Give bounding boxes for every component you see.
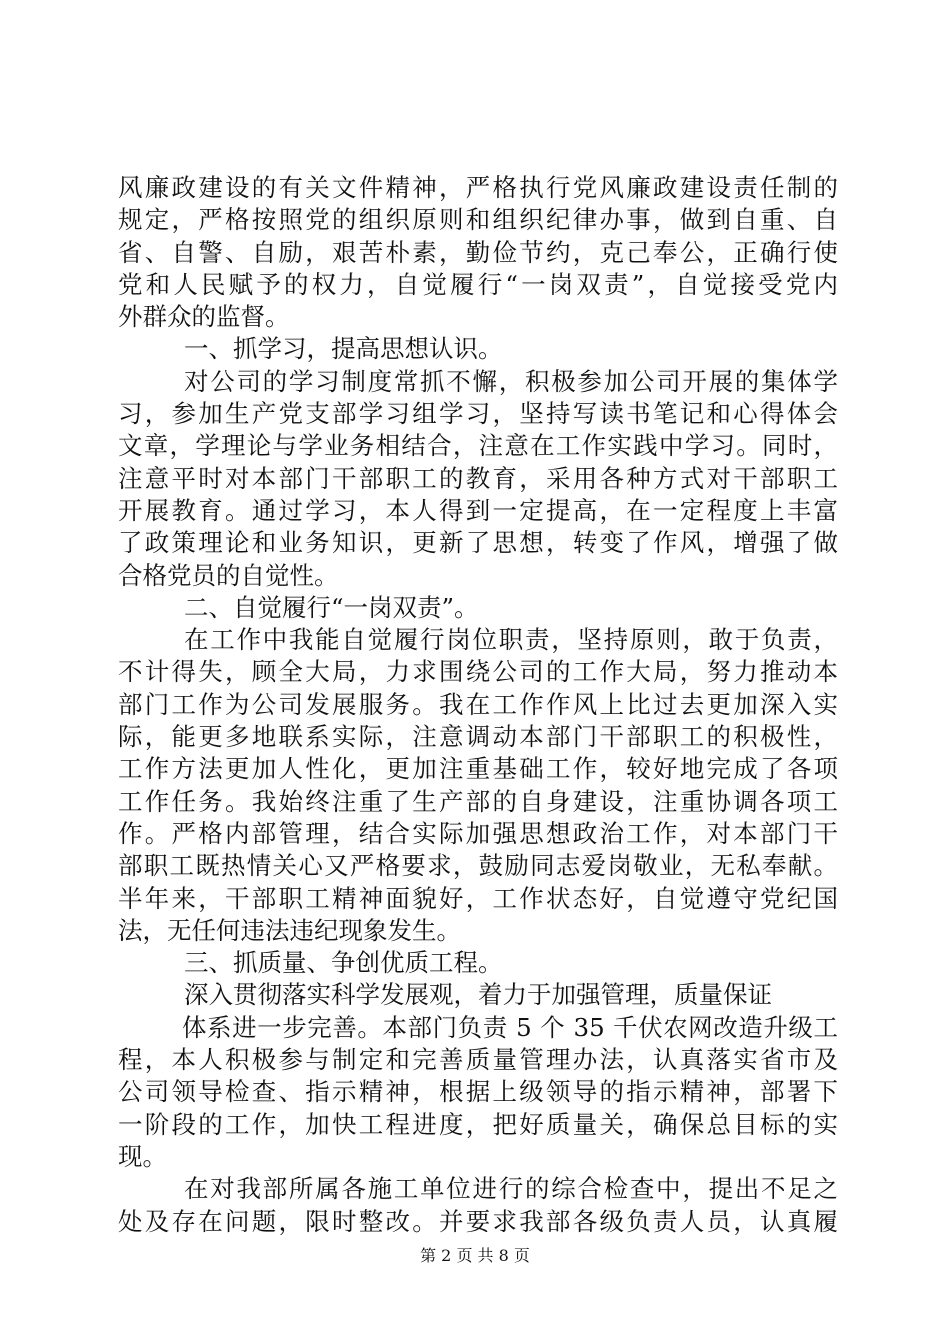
text-line: 风廉政建设的有关文件精神，严格执行党风廉政建设责任制的 <box>118 173 838 202</box>
text-line: 开展教育。通过学习，本人得到一定提高，在一定程度上丰富 <box>118 495 838 525</box>
text-line: 程，本人积极参与制定和完善质量管理办法，认真落实省市及 <box>118 1045 838 1075</box>
text-line: 对公司的学习制度常抓不懈，积极参加公司开展的集体学 <box>184 366 838 396</box>
text-line: 公司领导检查、指示精神，根据上级领导的指示精神，部署下 <box>118 1077 838 1107</box>
text-line: 注意平时对本部门干部职工的教育，采用各种方式对干部职工 <box>118 463 838 493</box>
text-line: 在工作中我能自觉履行岗位职责，坚持原则，敢于负责， <box>184 625 838 655</box>
text-line: 半年来，干部职工精神面貌好，工作状态好，自觉遵守党纪国 <box>118 883 838 913</box>
text-line: 习，参加生产党支部学习组学习，坚持写读书笔记和心得体会 <box>118 399 838 429</box>
text-line: 了政策理论和业务知识，更新了思想，转变了作风，增强了做 <box>118 528 838 558</box>
text-line: 深入贯彻落实科学发展观，着力于加强管理，质量保证 <box>184 980 772 1010</box>
text-line: 规定，严格按照党的组织原则和组织纪律办事，做到自重、自 <box>118 205 838 235</box>
text-line: 法，无任何违法违纪现象发生。 <box>118 915 461 945</box>
text-line: 现。 <box>118 1141 167 1171</box>
page-footer: 第 2 页 共 8 页 <box>420 1246 530 1265</box>
text-line: 在对我部所属各施工单位进行的综合检查中，提出不足之 <box>184 1174 838 1204</box>
text-line: 省、自警、自励，艰苦朴素，勤俭节约，克己奉公，正确行使 <box>118 237 838 267</box>
body-text <box>118 172 838 1238</box>
text-line: 一、抓学习，提高思想认识。 <box>184 334 503 364</box>
text-line: 际，能更多地联系实际，注意调动本部门干部职工的积极性， <box>118 722 838 752</box>
text-line: 二、自觉履行“一岗双责”。 <box>184 592 479 622</box>
text-line: 部门工作为公司发展服务。我在工作作风上比过去更加深入实 <box>118 689 838 719</box>
text-line: 合格党员的自觉性。 <box>118 560 339 590</box>
text-line: 工作任务。我始终注重了生产部的自身建设，注重协调各项工 <box>118 786 838 816</box>
text-line: 作。严格内部管理，结合实际加强思想政治工作，对本部门干 <box>118 818 838 848</box>
text-line: 一阶段的工作，加快工程进度，把好质量关，确保总目标的实 <box>118 1109 838 1139</box>
text-line: 党和人民赋予的权力，自觉履行“一岗双责”，自觉接受党内 <box>118 269 838 299</box>
text-line: 三、抓质量、争创优质工程。 <box>184 948 503 978</box>
text-line: 不计得失，顾全大局，力求围绕公司的工作大局，努力推动本 <box>118 657 838 687</box>
text-line: 文章，学理论与学业务相结合，注意在工作实践中学习。同时， <box>118 431 838 461</box>
text-line: 工作方法更加人性化，更加注重基础工作，较好地完成了各项 <box>118 754 838 784</box>
text-line: 体系进一步完善。本部门负责 5 个 35 千伏农网改造升级工 <box>182 1012 838 1042</box>
text-line: 外群众的监督。 <box>118 302 290 332</box>
text-line: 处及存在问题，限时整改。并要求我部各级负责人员，认真履 <box>118 1206 838 1236</box>
text-line: 部职工既热情关心又严格要求，鼓励同志爱岗敬业，无私奉献。 <box>118 851 838 881</box>
